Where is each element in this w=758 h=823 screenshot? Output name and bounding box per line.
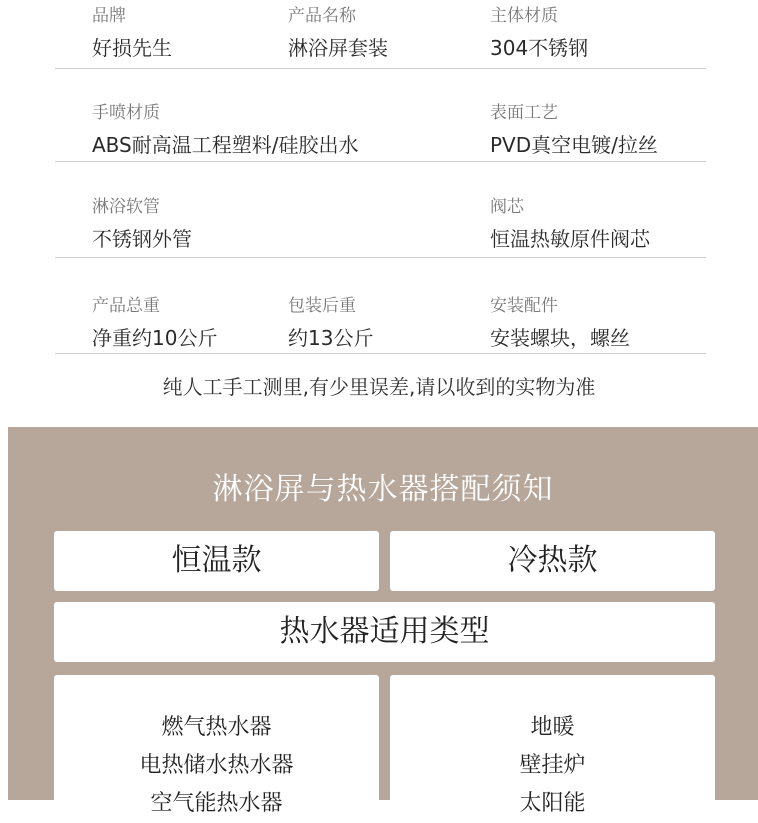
spec-value: PVD真空电镀/拉丝 bbox=[490, 133, 658, 157]
heater-compatibility-panel bbox=[8, 427, 758, 816]
measurement-note: 纯人工手工测里,有少里误差,请以收到的实物为准 bbox=[162, 375, 596, 399]
suitable-heater-heading: 热水器适用类型 bbox=[54, 602, 715, 662]
spec-shower-hose bbox=[92, 197, 192, 252]
list-item: 太阳能 bbox=[519, 791, 586, 816]
spec-value: 安装螺块，螺丝 bbox=[490, 326, 630, 350]
spec-packed-weight bbox=[288, 296, 373, 351]
thermostatic-type-card: 恒温款 bbox=[54, 531, 379, 591]
spec-valve-core bbox=[490, 197, 650, 252]
spec-value: 约13公斤 bbox=[288, 326, 374, 350]
spec-accessories bbox=[490, 296, 630, 351]
spec-row-4 bbox=[55, 258, 706, 354]
spec-total-weight bbox=[92, 296, 217, 351]
list-item: 燃气热水器 bbox=[161, 715, 272, 740]
spec-label: 主体材质 bbox=[490, 6, 558, 26]
spec-value: 恒温热敏原件阀芯 bbox=[490, 227, 650, 251]
spec-value: 净重约10公斤 bbox=[92, 326, 218, 350]
spec-value: 淋浴屏套装 bbox=[288, 36, 388, 60]
spec-value: 304不锈钢 bbox=[490, 36, 589, 60]
thermostatic-heater-list bbox=[54, 675, 379, 815]
spec-surface-process bbox=[490, 103, 658, 158]
spec-table bbox=[55, 0, 706, 69]
list-item: 电热储水热水器 bbox=[139, 753, 294, 778]
spec-value: ABS耐高温工程塑料/硅胶出水 bbox=[92, 133, 359, 157]
spec-label: 淋浴软管 bbox=[92, 197, 160, 217]
panel-title: 淋浴屏与热水器搭配须知 bbox=[212, 472, 554, 507]
hot-cold-type-card: 冷热款 bbox=[390, 531, 715, 591]
list-item: 空气能热水器 bbox=[150, 791, 283, 816]
spec-value: 不锈钢外管 bbox=[92, 227, 192, 251]
spec-label: 阀芯 bbox=[490, 197, 524, 217]
spec-material bbox=[490, 6, 588, 61]
spec-product-name bbox=[288, 6, 388, 61]
spec-label: 产品总重 bbox=[92, 296, 160, 316]
spec-brand bbox=[92, 6, 172, 61]
spec-label: 产品名称 bbox=[288, 6, 356, 26]
spec-label: 品牌 bbox=[92, 6, 126, 26]
list-item: 地暖 bbox=[530, 715, 575, 740]
spec-label: 安装配件 bbox=[490, 296, 558, 316]
spec-row-3 bbox=[55, 162, 706, 258]
spec-handheld-material bbox=[92, 103, 358, 158]
spec-row-2 bbox=[55, 69, 706, 162]
list-item: 壁挂炉 bbox=[519, 753, 586, 778]
hot-cold-heater-list bbox=[390, 675, 715, 815]
spec-label: 表面工艺 bbox=[490, 103, 558, 123]
spec-row-1 bbox=[55, 0, 706, 69]
spec-value: 好损先生 bbox=[92, 36, 172, 60]
spec-label: 包装后重 bbox=[288, 296, 356, 316]
spec-label: 手喷材质 bbox=[92, 103, 160, 123]
